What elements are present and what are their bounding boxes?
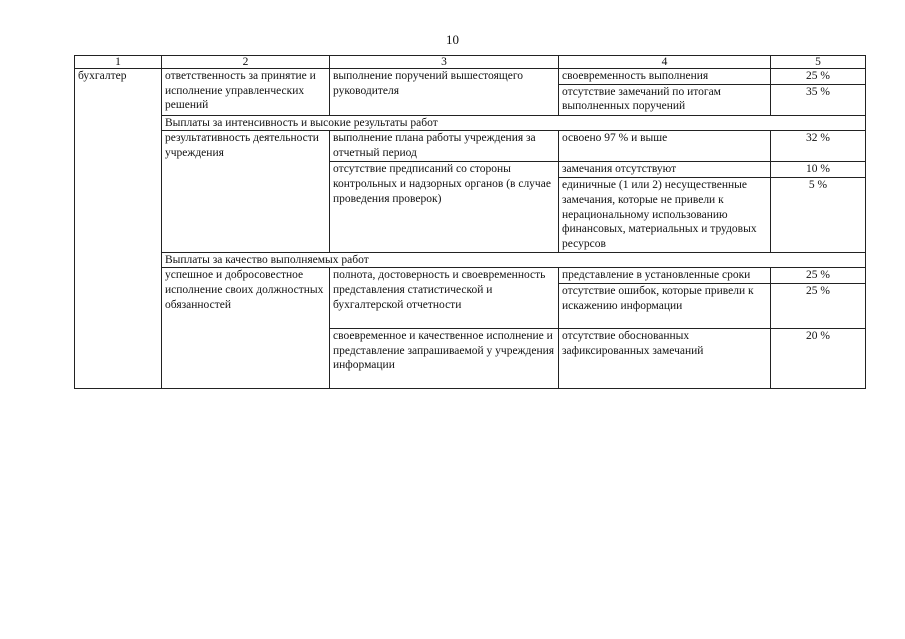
condition-cell: отсутствие обоснованных зафиксированных замечаний — [559, 329, 771, 389]
value-cell: 25 % — [771, 268, 866, 284]
value-cell: 20 % — [771, 329, 866, 389]
value-cell: 35 % — [771, 84, 866, 115]
section-row — [75, 252, 866, 268]
section-title-intensity: Выплаты за интенсивность и высокие результаты работ — [162, 115, 866, 131]
table-row — [75, 69, 866, 85]
header-row — [75, 56, 866, 69]
indicator-cell: отсутствие предписаний со стороны контрольных и надзорных органов (в случае проведения проверок) — [330, 162, 559, 252]
condition-cell: отсутствие замечаний по итогам выполненных поручений — [559, 84, 771, 115]
condition-cell: замечания отсутствуют — [559, 162, 771, 178]
header-col-3: 3 — [330, 56, 559, 69]
criterion-cell: успешное и добросовестное исполнение своих должностных обязанностей — [162, 268, 330, 389]
value-cell: 10 % — [771, 162, 866, 178]
table-row — [75, 268, 866, 284]
condition-cell: единичные (1 или 2) несущественные замечания, которые не привели к нерациональному использованию финансовых, материальных и трудовых ресурсов — [559, 178, 771, 253]
criteria-table — [74, 55, 866, 389]
value-cell: 5 % — [771, 178, 866, 253]
header-col-1: 1 — [75, 56, 162, 69]
indicator-cell: выполнение плана работы учреждения за отчетный период — [330, 131, 559, 162]
criterion-cell: результативность деятельности учреждения — [162, 131, 330, 252]
condition-cell: освоено 97 % и выше — [559, 131, 771, 162]
section-title-quality: Выплаты за качество выполняемых работ — [162, 252, 866, 268]
value-cell: 32 % — [771, 131, 866, 162]
section-row — [75, 115, 866, 131]
page-number: 10 — [446, 32, 459, 47]
header-col-2: 2 — [162, 56, 330, 69]
criterion-cell: ответственность за принятие и исполнение управленческих решений — [162, 69, 330, 116]
value-cell: 25 % — [771, 69, 866, 85]
header-col-5: 5 — [771, 56, 866, 69]
indicator-cell: своевременное и качественное исполнение и представление запрашиваемой у учреждения информации — [330, 329, 559, 389]
condition-cell: отсутствие ошибок, которые привели к искажению информации — [559, 284, 771, 329]
condition-cell: представление в установленные сроки — [559, 268, 771, 284]
indicator-cell: полнота, достоверность и своевременность представления статистической и бухгалтерской отчетности — [330, 268, 559, 329]
position-cell: бухгалтер — [75, 69, 162, 389]
table-row — [75, 131, 866, 162]
header-col-4: 4 — [559, 56, 771, 69]
indicator-cell: выполнение поручений вышестоящего руководителя — [330, 69, 559, 116]
condition-cell: своевременность выполнения — [559, 69, 771, 85]
value-cell: 25 % — [771, 284, 866, 329]
